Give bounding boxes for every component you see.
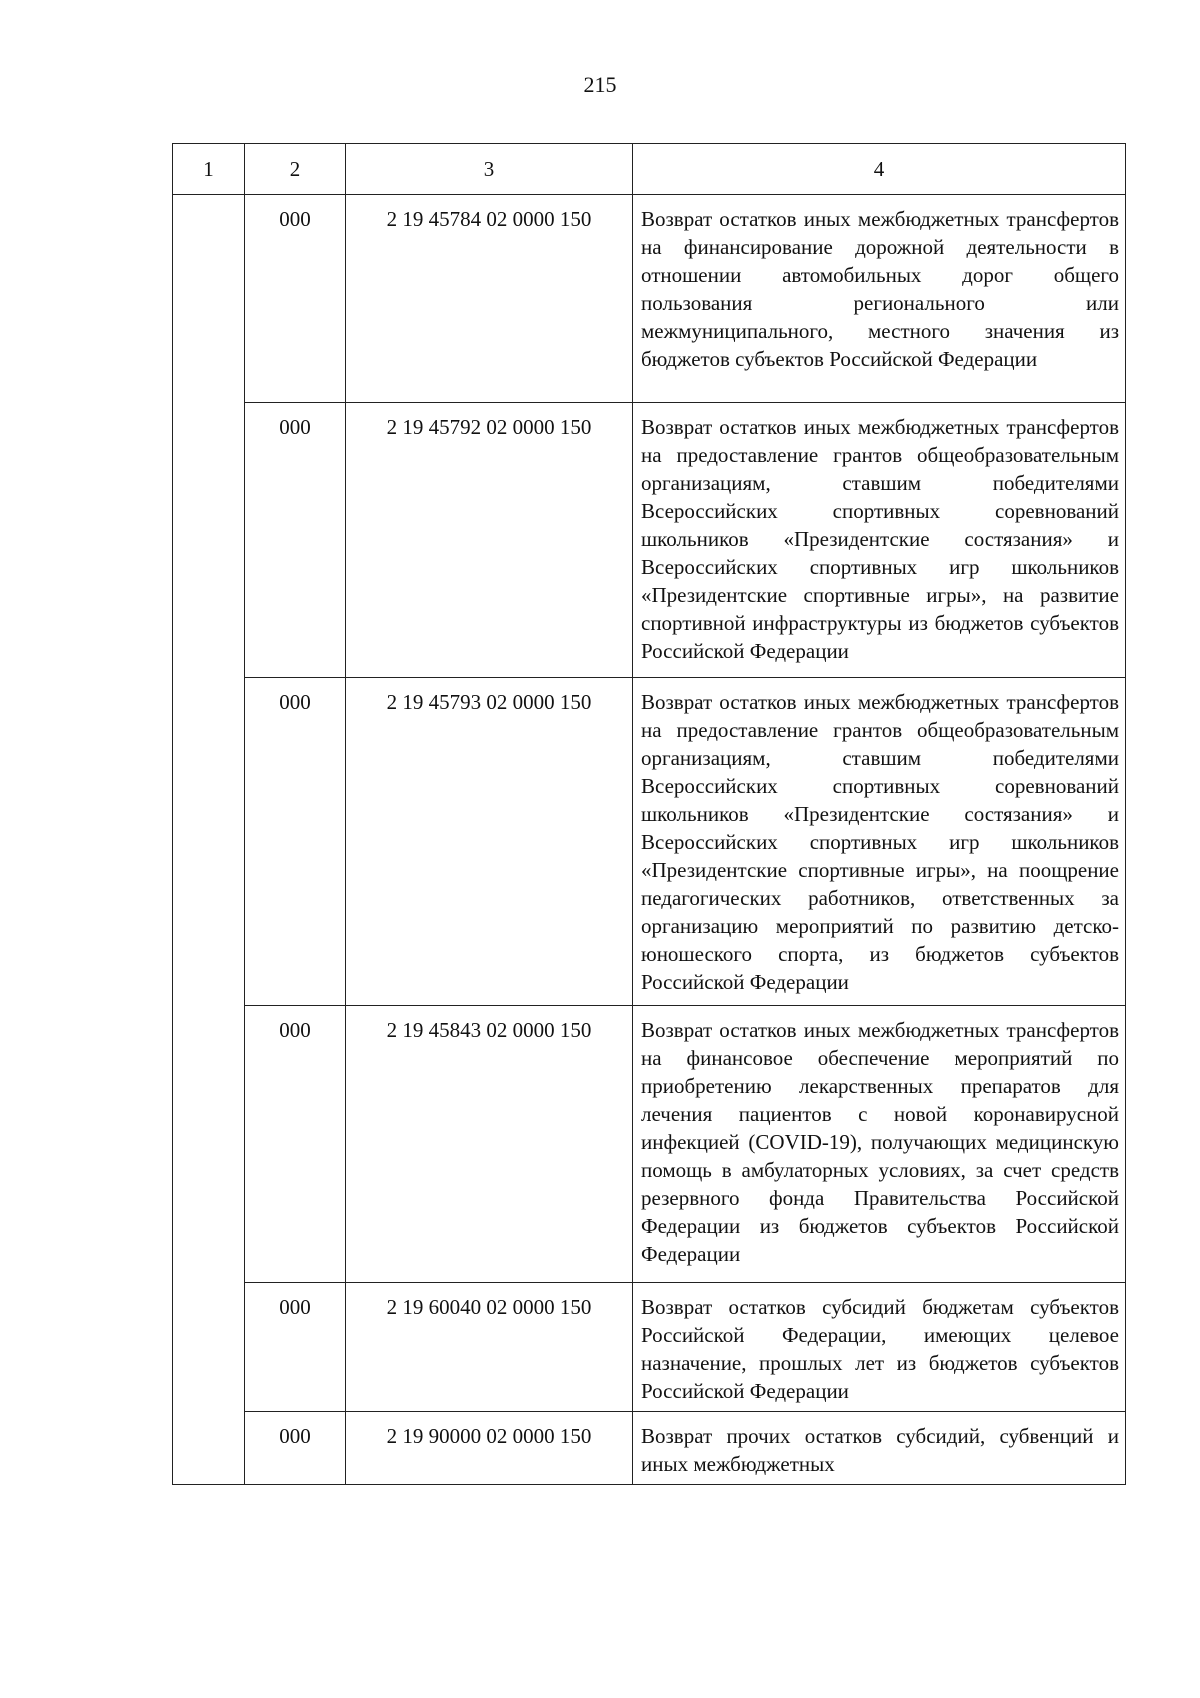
income-name-text: Возврат остатков иных межбюджетных трансфертов на финансовое обеспечение мероприятий по приобретению лекарственных препаратов для лечения пациентов с новой коронавирусной инфекцией (COVID-19), получающих медицинскую помощь в амбулаторных условиях, за счет средств резервного фонда Правительства Российской Федерации из бюджетов субъектов Российской Федерации xyxy=(641,1018,1119,1266)
budget-code-cell: 2 19 60040 02 0000 150 xyxy=(346,1283,633,1412)
income-name-text: Возврат остатков иных межбюджетных трансфертов на финансирование дорожной деятельности в отношении автомобильных дорог общего пользования регионального или межмуниципального, местного значения из бюджетов субъектов Российской Федерации xyxy=(641,207,1119,371)
table-row xyxy=(173,1006,1126,1283)
income-name-cell xyxy=(633,1412,1126,1485)
table-header-row xyxy=(173,144,1126,195)
empty-cell xyxy=(173,1283,245,1412)
income-name-text: Возврат прочих остатков субсидий, субвенций и иных межбюджетных xyxy=(641,1424,1119,1476)
table-row xyxy=(173,195,1126,403)
income-name-cell xyxy=(633,1283,1126,1412)
empty-cell xyxy=(173,1412,245,1485)
budget-classification-table xyxy=(172,143,1126,1485)
empty-cell xyxy=(173,195,245,403)
income-name-cell xyxy=(633,678,1126,1006)
budget-code-cell: 2 19 45784 02 0000 150 xyxy=(346,195,633,403)
income-name-cell xyxy=(633,403,1126,678)
income-name-text: Возврат остатков субсидий бюджетам субъектов Российской Федерации, имеющих целевое назначение, прошлых лет из бюджетов субъектов Российской Федерации xyxy=(641,1295,1119,1403)
admin-code-cell: 000 xyxy=(245,1283,346,1412)
budget-code-cell: 2 19 45792 02 0000 150 xyxy=(346,403,633,678)
empty-cell xyxy=(173,403,245,678)
page-number: 215 xyxy=(583,72,617,97)
table-row xyxy=(173,678,1126,1006)
column-header-3: 3 xyxy=(346,144,633,195)
budget-code-cell: 2 19 90000 02 0000 150 xyxy=(346,1412,633,1485)
table-row xyxy=(173,1412,1126,1485)
table-row xyxy=(173,1283,1126,1412)
admin-code-cell: 000 xyxy=(245,403,346,678)
budget-code-cell: 2 19 45793 02 0000 150 xyxy=(346,678,633,1006)
column-header-1: 1 xyxy=(173,144,245,195)
admin-code-cell: 000 xyxy=(245,1006,346,1283)
admin-code-cell: 000 xyxy=(245,195,346,403)
admin-code-cell: 000 xyxy=(245,678,346,1006)
column-header-4: 4 xyxy=(633,144,1126,195)
income-name-cell xyxy=(633,1006,1126,1283)
empty-cell xyxy=(173,1006,245,1283)
table-row xyxy=(173,403,1126,678)
budget-code-cell: 2 19 45843 02 0000 150 xyxy=(346,1006,633,1283)
table-body xyxy=(173,195,1126,1485)
empty-cell xyxy=(173,678,245,1006)
admin-code-cell: 000 xyxy=(245,1412,346,1485)
income-name-text: Возврат остатков иных межбюджетных трансфертов на предоставление грантов общеобразовательным организациям, ставшим победителями Всероссийских спортивных соревнований школьников «Президентские состязания» и Всероссийских спортивных игр школьников «Президентские спортивные игры», на поощрение педагогических работников, ответственных за организацию мероприятий по развитию детско-юношеского спорта, из бюджетов субъектов Российской Федерации xyxy=(641,690,1119,994)
column-header-2: 2 xyxy=(245,144,346,195)
income-name-cell xyxy=(633,195,1126,403)
income-name-text: Возврат остатков иных межбюджетных трансфертов на предоставление грантов общеобразовательным организациям, ставшим победителями Всероссийских спортивных соревнований школьников «Президентские состязания» и Всероссийских спортивных игр школьников «Президентские спортивные игры», на развитие спортивной инфраструктуры из бюджетов субъектов Российской Федерации xyxy=(641,415,1119,663)
